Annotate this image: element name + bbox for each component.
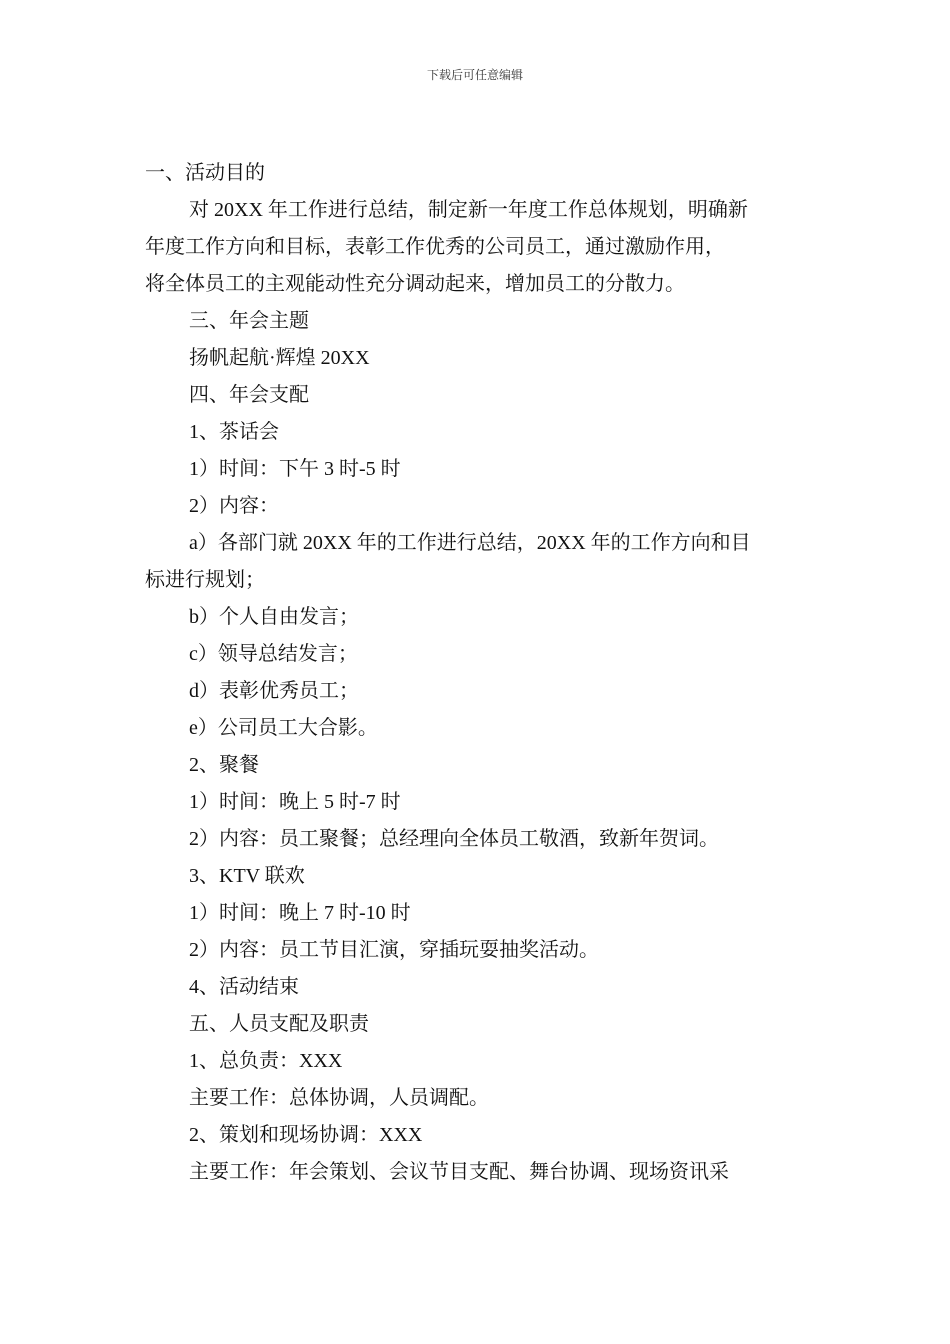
text-line: 扬帆起航·辉煌 20XX xyxy=(189,347,370,369)
text-line: 3、KTV 联欢 xyxy=(189,865,305,887)
text-line: 2、策划和现场协调：XXX xyxy=(189,1124,423,1146)
text-line: 主要工作：总体协调，人员调配。 xyxy=(189,1087,489,1109)
text-line: 三、年会主题 xyxy=(189,310,309,332)
text-line: 2）内容：员工节目汇演，穿插玩耍抽奖活动。 xyxy=(189,939,599,961)
text-line: 1、总负责：XXX xyxy=(189,1050,343,1072)
text-line: 1）时间：晚上 5 时-7 时 xyxy=(189,791,401,813)
text-line: 4、活动结束 xyxy=(189,976,299,998)
text-line: 主要工作：年会策划、会议节目支配、舞台协调、现场资讯采 xyxy=(189,1161,729,1183)
text-line: 1、茶话会 xyxy=(189,421,279,443)
text-line: a）各部门就 20XX 年的工作进行总结，20XX 年的工作方向和目 xyxy=(189,532,751,554)
text-line: 2、聚餐 xyxy=(189,754,259,776)
text-line: 标进行规划； xyxy=(145,569,265,591)
document-body xyxy=(145,155,815,1191)
text-line: 四、年会支配 xyxy=(189,384,309,406)
text-line: 年度工作方向和目标，表彰工作优秀的公司员工，通过激励作用， xyxy=(145,236,725,258)
text-line: e）公司员工大合影。 xyxy=(189,717,378,739)
text-line: 1）时间：晚上 7 时-10 时 xyxy=(189,902,411,924)
page-header: 下载后可任意编辑 xyxy=(426,68,523,82)
text-line: 将全体员工的主观能动性充分调动起来，增加员工的分散力。 xyxy=(145,273,685,295)
text-line: 对 20XX 年工作进行总结，制定新一年度工作总体规划，明确新 xyxy=(189,199,748,221)
text-line: 1）时间：下午 3 时-5 时 xyxy=(189,458,401,480)
text-line: b）个人自由发言； xyxy=(189,606,359,628)
text-line: c）领导总结发言； xyxy=(189,643,358,665)
text-line: 一、活动目的 xyxy=(145,162,265,184)
text-line: 五、人员支配及职责 xyxy=(189,1013,369,1035)
text-line: 2）内容：员工聚餐；总经理向全体员工敬酒，致新年贺词。 xyxy=(189,828,719,850)
text-line: 2）内容： xyxy=(189,495,279,517)
text-line: d）表彰优秀员工； xyxy=(189,680,359,702)
